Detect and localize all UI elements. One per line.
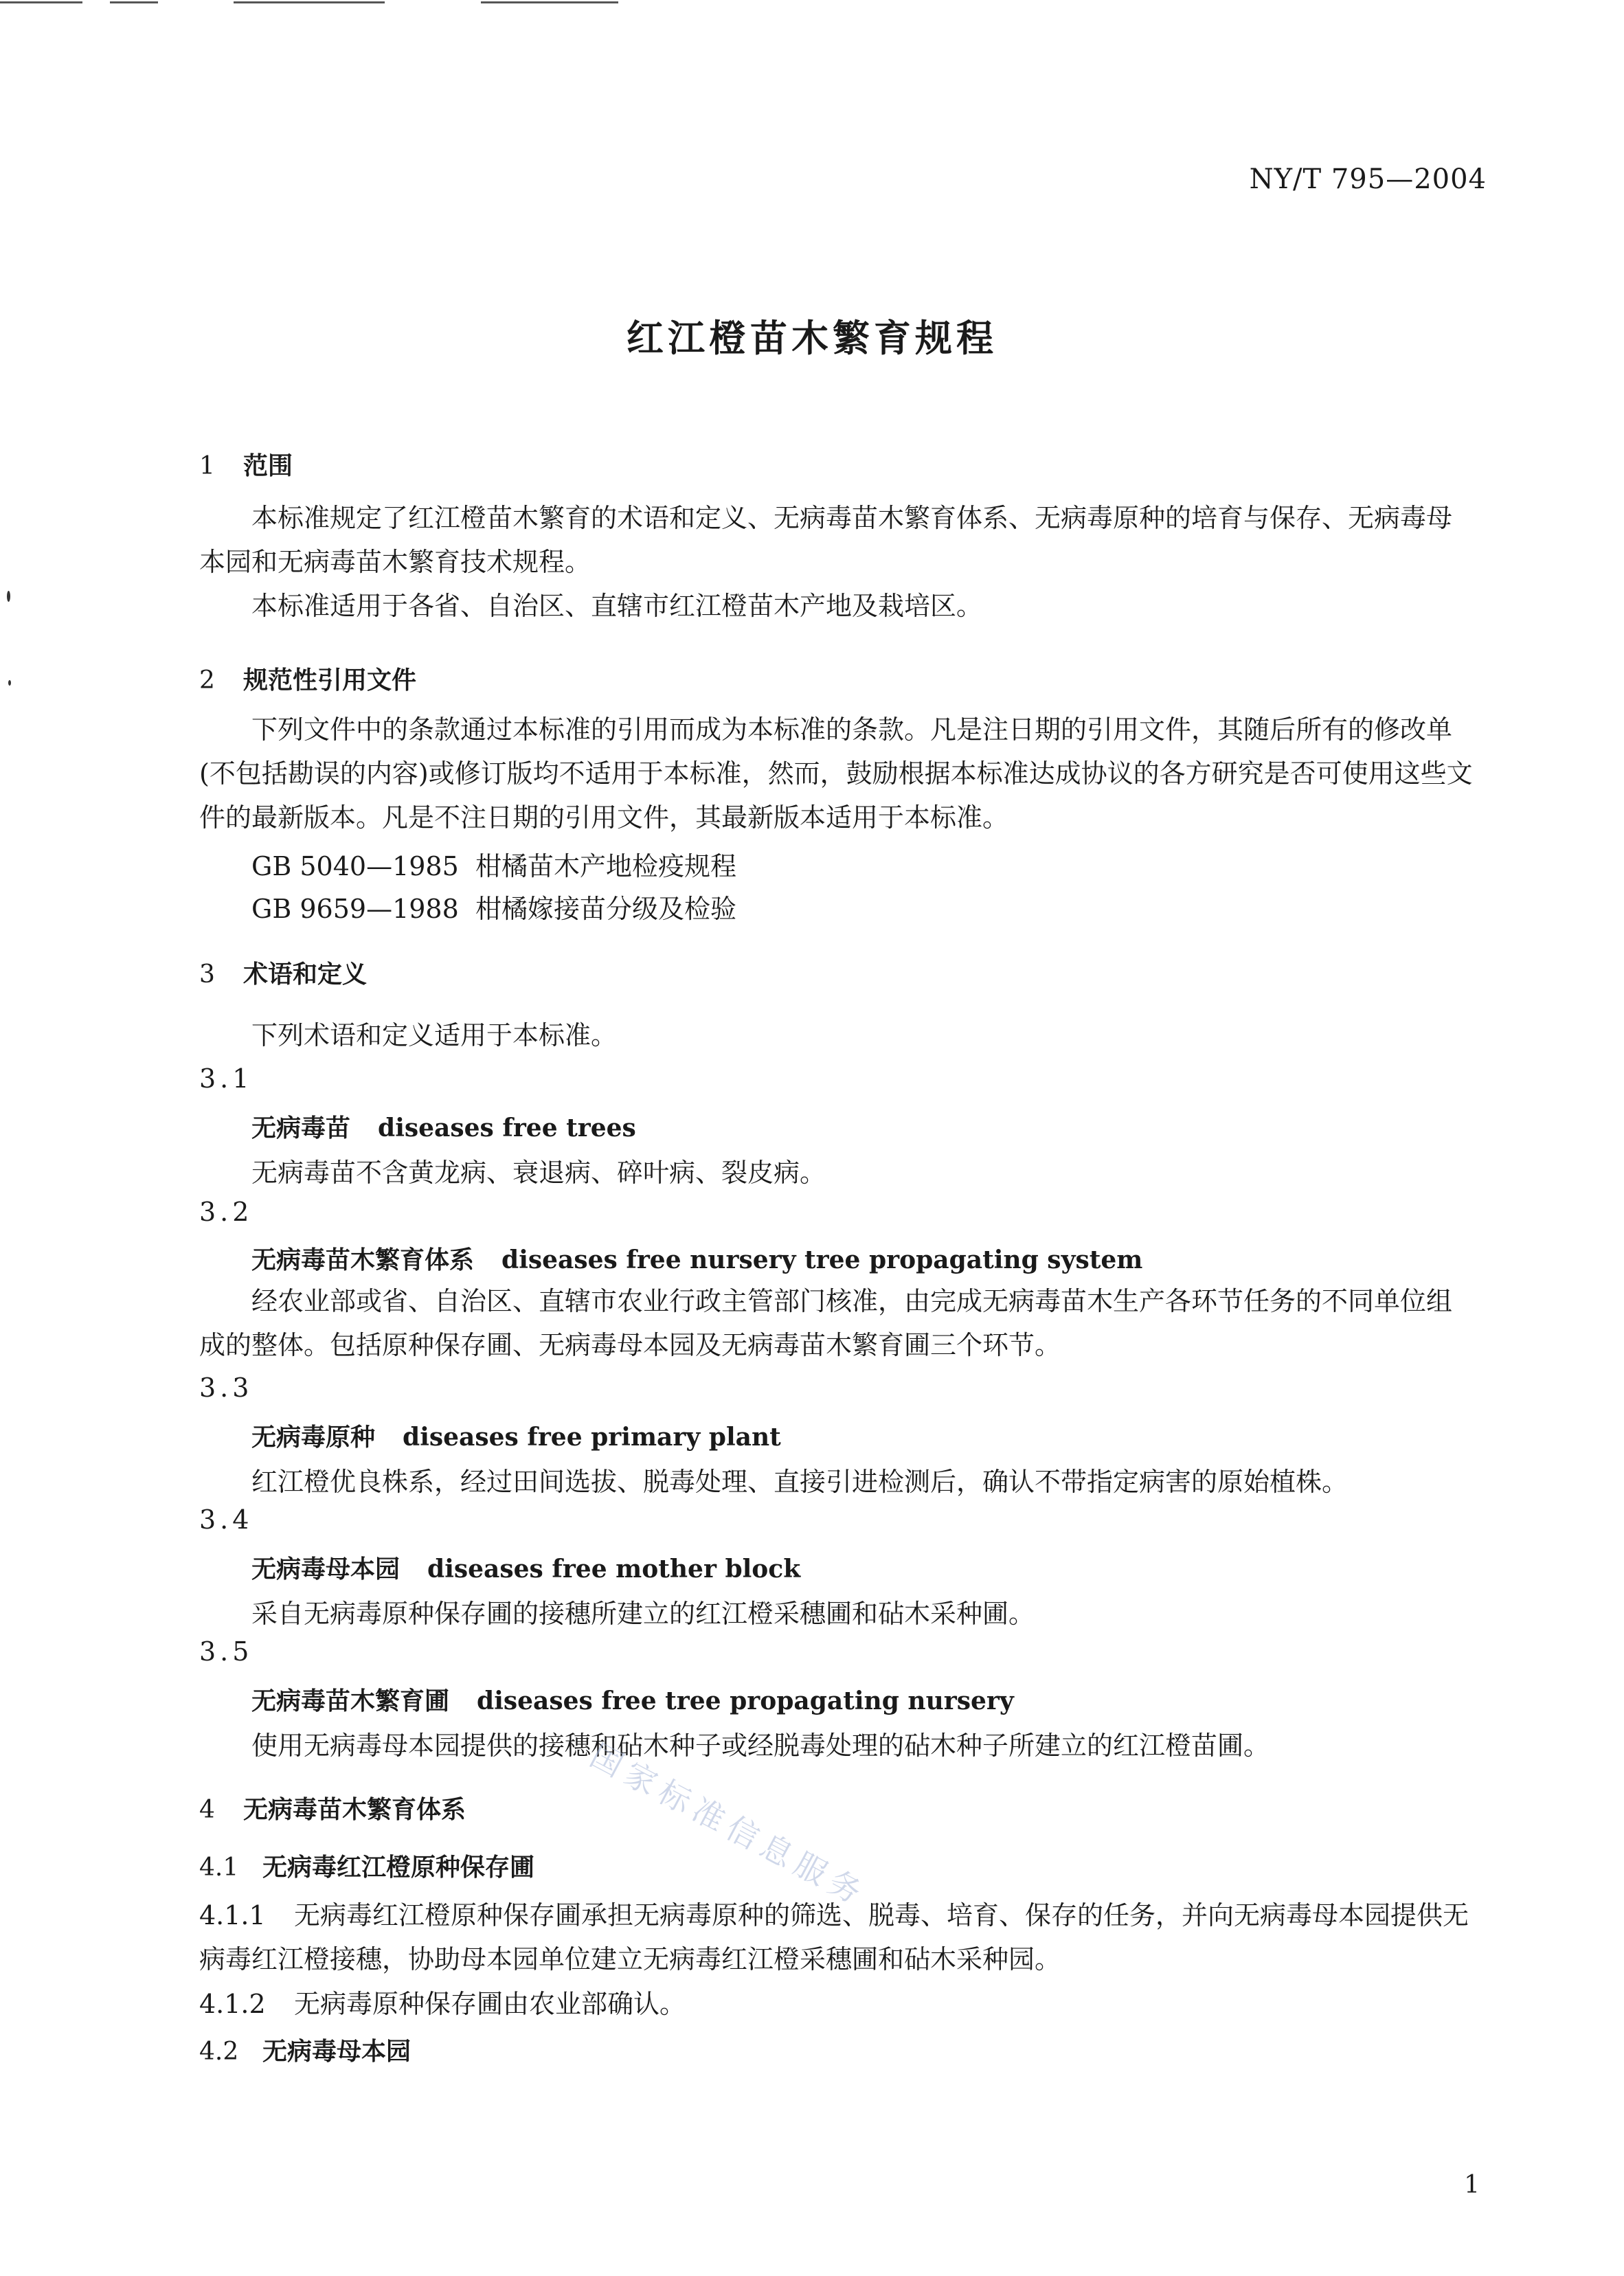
top-rule — [234, 1, 385, 3]
subsection-title: 无病毒母本园 — [262, 2037, 411, 2066]
term-en: diseases free primary plant — [403, 1423, 781, 1452]
clause-number: 4.1.1 — [199, 1900, 266, 1930]
section-4-heading — [199, 1790, 466, 1825]
clause-number: 3.4 — [199, 1505, 253, 1535]
reference-name: 柑橘嫁接苗分级及检验 — [475, 894, 737, 924]
term-zh: 无病毒原种 — [251, 1423, 376, 1452]
section-1-paragraph-1: 本标准规定了红江橙苗木繁育的术语和定义、无病毒苗木繁育体系、无病毒原种的培育与保存、无病毒母本园和无病毒苗木繁育技术规程。 — [199, 503, 1453, 577]
term-en: diseases free nursery tree propagating system — [501, 1246, 1143, 1274]
standard-code: NY/T 795—2004 — [1249, 164, 1487, 195]
reference-name: 柑橘苗木产地检疫规程 — [475, 851, 737, 881]
term-en: diseases free trees — [378, 1114, 636, 1142]
clause-4-1-2 — [199, 1983, 686, 2020]
section-title: 范围 — [243, 451, 293, 480]
top-rule — [0, 1, 82, 3]
section-number: 1 — [199, 452, 215, 480]
term-zh: 无病毒苗木繁育体系 — [251, 1246, 475, 1274]
section-number: 3 — [199, 960, 215, 989]
term-zh: 无病毒苗木繁育圃 — [251, 1687, 450, 1715]
section-3-heading — [199, 955, 367, 990]
section-number: 4 — [199, 1796, 215, 1824]
term-definition: 经农业部或省、自治区、直辖市农业行政主管部门核准，由完成无病毒苗木生产各环节任务的不同单位组成的整体。包括原种保存圃、无病毒母本园及无病毒苗木繁育圃三个环节。 — [199, 1286, 1453, 1360]
section-number: 2 — [199, 666, 215, 695]
clause-number: 3.2 — [199, 1197, 253, 1227]
term-entry — [251, 1682, 1014, 1717]
subsection-4-1-heading — [199, 1848, 534, 1883]
reference-code: GB 5040—1985 — [251, 851, 459, 881]
reference-code: GB 9659—1988 — [251, 894, 459, 924]
term-entry — [251, 1418, 781, 1453]
subsection-title: 无病毒红江橙原种保存圃 — [262, 1853, 535, 1882]
scan-speck — [7, 591, 10, 602]
document-title: 红江橙苗木繁育规程 — [627, 316, 997, 360]
top-rule — [110, 1, 158, 3]
section-title: 术语和定义 — [243, 960, 368, 989]
clause-text: 无病毒原种保存圃由农业部确认。 — [294, 1989, 686, 2019]
section-2-paragraph: 下列文件中的条款通过本标准的引用而成为本标准的条款。凡是注日期的引用文件，其随后所有的修改单(不包括勘误的内容)或修订版均不适用于本标准，然而，鼓励根据本标准达成协议的各方研究是否可使用这些文件的最新版本。凡是不注日期的引用文件，其最新版本适用于本标准。 — [199, 714, 1473, 833]
clause-text: 无病毒红江橙原种保存圃承担无病毒原种的筛选、脱毒、培育、保存的任务，并向无病毒母本园提供无病毒红江橙接穗，协助母本园单位建立无病毒红江橙采穗圃和砧木采种园。 — [199, 1900, 1469, 1974]
term-entry — [251, 1241, 1142, 1276]
term-en: diseases free tree propagating nursery — [477, 1687, 1014, 1715]
reference-item — [251, 888, 736, 925]
term-definition: 红江橙优良株系，经过田间选拔、脱毒处理、直接引进检测后，确认不带指定病害的原始植株。 — [251, 1467, 1349, 1497]
section-2-heading — [199, 661, 416, 696]
section-3-intro: 下列术语和定义适用于本标准。 — [251, 1020, 618, 1050]
clause-number: 3.3 — [199, 1373, 253, 1403]
subsection-number: 4.2 — [199, 2038, 239, 2066]
page-number: 1 — [1464, 2171, 1480, 2199]
clause-number: 4.1.2 — [199, 1989, 266, 2019]
term-entry — [251, 1550, 800, 1585]
section-title: 无病毒苗木繁育体系 — [243, 1795, 466, 1824]
term-definition: 使用无病毒母本园提供的接穗和砧木种子或经脱毒处理的砧木种子所建立的红江橙苗圃。 — [251, 1731, 1270, 1761]
term-entry — [251, 1109, 636, 1144]
term-definition: 无病毒苗不含黄龙病、衰退病、碎叶病、裂皮病。 — [251, 1158, 826, 1188]
scan-speck — [8, 680, 11, 686]
term-zh: 无病毒苗 — [251, 1114, 351, 1142]
clause-number: 3.5 — [199, 1636, 253, 1667]
section-1-paragraph-2: 本标准适用于各省、自治区、直辖市红江橙苗木产地及栽培区。 — [251, 591, 983, 621]
clause-number: 3.1 — [199, 1063, 253, 1094]
term-en: diseases free mother block — [427, 1555, 801, 1584]
term-definition: 采自无病毒原种保存圃的接穗所建立的红江橙采穗圃和砧木采种圃。 — [251, 1599, 1035, 1629]
watermark: 国家标准信息服务 — [584, 1736, 874, 1914]
term-zh: 无病毒母本园 — [251, 1555, 401, 1584]
subsection-number: 4.1 — [199, 1854, 239, 1882]
section-1-heading — [199, 447, 293, 482]
subsection-4-2-heading — [199, 2032, 411, 2067]
section-title: 规范性引用文件 — [243, 666, 417, 695]
top-rule — [481, 1, 618, 3]
reference-item — [251, 845, 736, 883]
